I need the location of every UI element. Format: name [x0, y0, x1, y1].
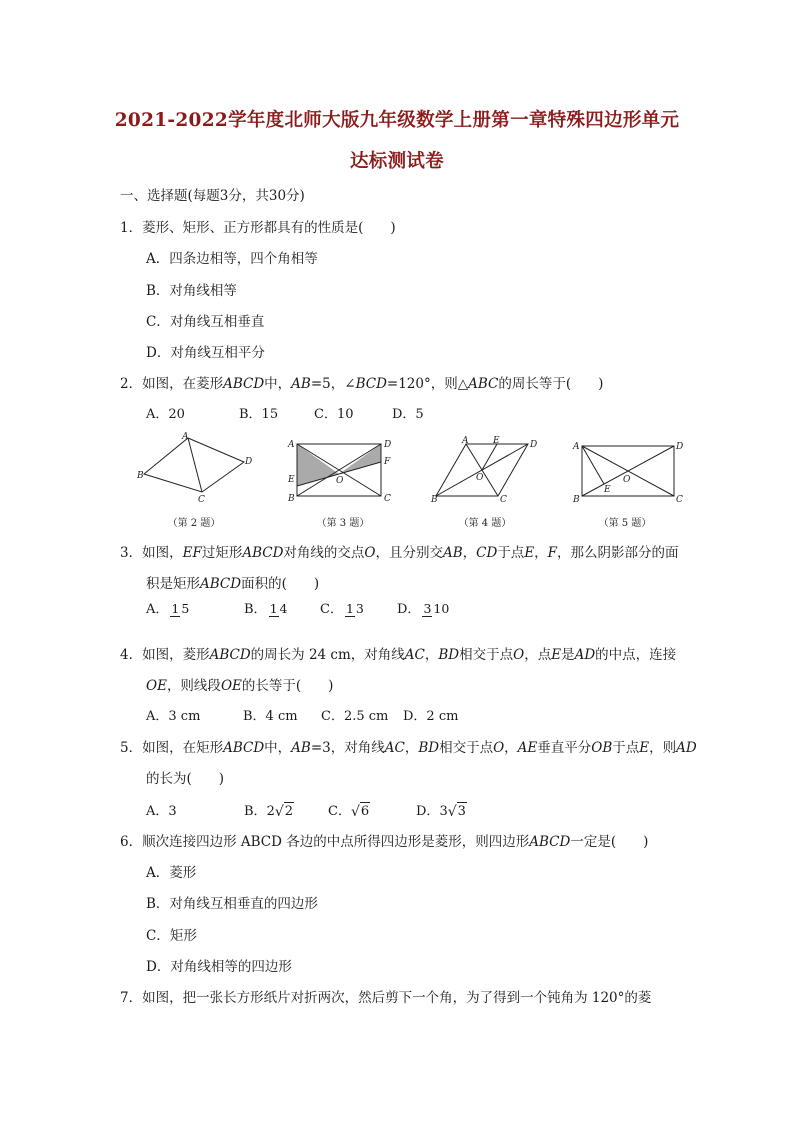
figure-q2-rhombus	[136, 430, 252, 510]
q1-option-b: B．对角线相等	[146, 283, 237, 299]
q2-option-b: B．15	[239, 407, 279, 422]
svg-text:D: D	[676, 442, 684, 452]
figure-q5-rectangle	[568, 432, 686, 512]
q4-option-d: D．2 cm	[403, 709, 459, 724]
q5-stem-line2: 的长为( )	[146, 771, 225, 787]
q4-option-c: C．2.5 cm	[321, 709, 389, 724]
svg-text:O: O	[336, 476, 344, 486]
q2-option-c: C．10	[314, 407, 354, 422]
q6-stem: 6．顺次连接四边形 ABCD 各边的中点所得四边形是菱形，则四边形ABCD一定是( )	[120, 834, 649, 850]
svg-text:B: B	[431, 495, 438, 505]
svg-text:C: C	[676, 495, 683, 505]
figure-q3-rectangle	[283, 432, 403, 512]
q5-option-a: A．3	[146, 804, 177, 819]
q4-stem-line1: 4．如图，菱形ABCD的周长为 24 cm，对角线AC，BD相交于点O，点E是AD的中点，连接	[120, 647, 677, 663]
q5-options	[146, 802, 467, 821]
q3-stem-line2: 积是矩形ABCD面积的( )	[146, 576, 320, 592]
figure-caption-2: （第 2 题）	[167, 518, 221, 529]
q3-stem-line1: 3．如图，EF过矩形ABCD对角线的交点O，且分别交AB，CD于点E，F，那么阴影部分的面	[120, 545, 679, 561]
q6-option-a: A．菱形	[146, 865, 197, 881]
q3-option-b: B． 1 4	[244, 601, 288, 617]
q7-stem: 7．如图，把一张长方形纸片对折两次，然后剪下一个角，为了得到一个钝角为 120°的菱	[120, 990, 652, 1006]
svg-text:O: O	[476, 473, 484, 483]
q3-option-c: C． 1 3	[320, 601, 364, 617]
q6-option-b: B．对角线互相垂直的四边形	[146, 896, 318, 912]
svg-text:A: A	[573, 442, 580, 452]
q5-stem-line1: 5．如图，在矩形ABCD中，AB=3，对角线AC，BD相交于点O，AE垂直平分OB于点E，则AD	[120, 740, 697, 756]
svg-text:C: C	[198, 495, 205, 505]
q3-options	[146, 601, 452, 619]
svg-text:F: F	[384, 457, 391, 467]
q1-option-d: D．对角线互相平分	[146, 345, 265, 361]
q2-option-d: D．5	[392, 407, 424, 422]
svg-text:D: D	[245, 457, 252, 467]
q3-option-a: A． 1 5	[146, 601, 190, 617]
svg-text:A: A	[288, 440, 295, 450]
svg-text:B: B	[288, 494, 295, 504]
q2-option-a: A．20	[146, 407, 185, 422]
svg-text:E: E	[604, 485, 611, 495]
svg-text:B: B	[573, 495, 580, 505]
svg-text:D: D	[530, 440, 538, 450]
q4-stem-line2: OE，则线段OE的长等于( )	[146, 678, 334, 694]
q6-option-c: C．矩形	[146, 928, 197, 944]
q4-option-a: A．3 cm	[146, 709, 201, 724]
q3-option-d: D． 3 10	[397, 601, 450, 617]
svg-text:A: A	[462, 436, 469, 446]
q2-stem: 2．如图，在菱形ABCD中，AB=5，∠BCD=120°，则△ABC的周长等于( )	[120, 376, 604, 392]
q1-stem: 1．菱形、矩形、正方形都具有的性质是( )	[120, 220, 396, 236]
svg-text:C: C	[384, 494, 391, 504]
svg-text:A: A	[182, 432, 189, 442]
q5-option-c: C．√6	[328, 803, 370, 820]
figure-caption-5: （第 5 题）	[598, 518, 652, 529]
svg-text:E: E	[493, 436, 500, 446]
q5-option-b: B．2√2	[244, 803, 294, 820]
svg-text:C: C	[500, 495, 507, 505]
document-title-line1: 2021-2022学年度北师大版九年级数学上册第一章特殊四边形单元	[114, 110, 680, 131]
q5-option-d: D．3√3	[416, 803, 466, 820]
section-heading: 一、选择题(每题3分，共30分)	[120, 188, 305, 204]
figure-caption-3: （第 3 题）	[316, 518, 370, 529]
q2-options	[146, 406, 424, 424]
q4-options	[146, 708, 458, 726]
q6-option-d: D．对角线相等的四边形	[146, 959, 292, 975]
q1-option-a: A．四条边相等，四个角相等	[146, 251, 318, 267]
svg-text:D: D	[384, 440, 392, 450]
figure-q4-rhombus	[430, 432, 542, 512]
q4-option-b: B．4 cm	[243, 709, 298, 724]
q1-option-c: C．对角线互相垂直	[146, 314, 265, 330]
svg-text:O: O	[623, 475, 631, 485]
document-title-line2: 达标测试卷	[349, 151, 444, 172]
svg-text:B: B	[137, 471, 144, 481]
svg-text:E: E	[288, 475, 295, 485]
figure-caption-4: （第 4 题）	[458, 518, 512, 529]
